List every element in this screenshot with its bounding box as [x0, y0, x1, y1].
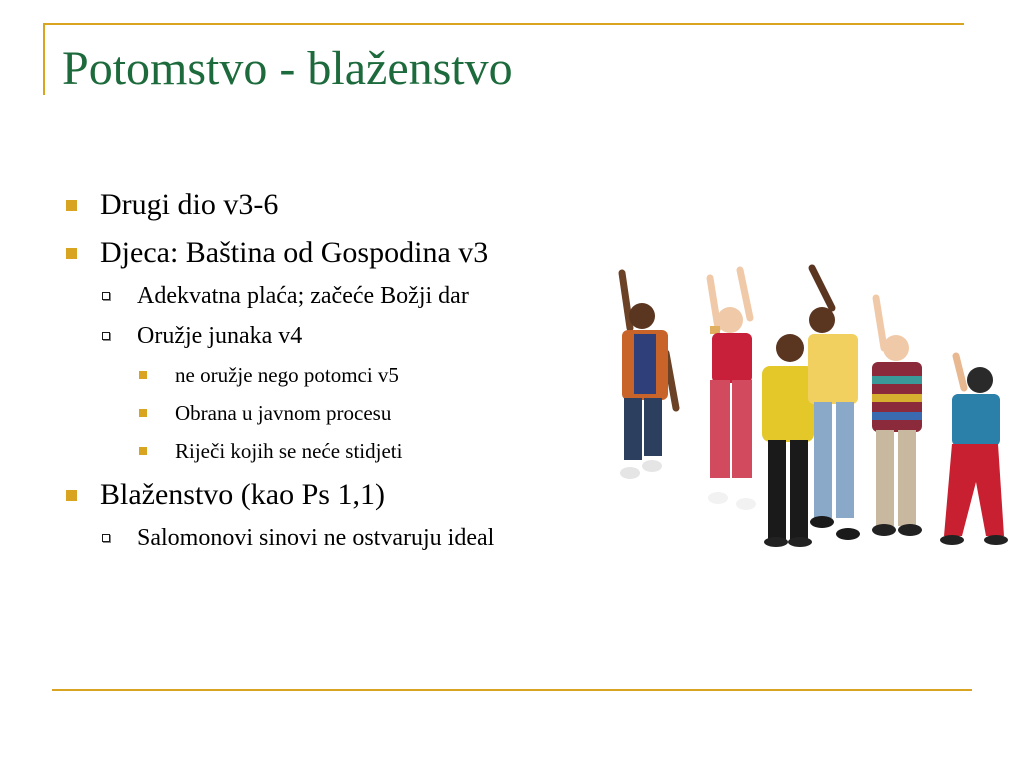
bullet-list [62, 184, 522, 562]
children-jumping-photo [600, 258, 1015, 550]
bullet-text: Obrana u javnom procesu [175, 401, 392, 425]
sub-sub-bullet-item [62, 360, 522, 390]
hollow-square-bullet-icon [102, 292, 110, 300]
bullet-text: ne oružje nego potomci v5 [175, 363, 399, 387]
child-figure [708, 270, 756, 510]
bullet-item [62, 474, 522, 515]
frame-line-top [43, 23, 964, 25]
child-figure [762, 334, 814, 547]
frame-line-left [43, 23, 45, 95]
sub-sub-bullet-item [62, 436, 522, 466]
child-figure [940, 356, 1008, 545]
bullet-text: Salomonovi sinovi ne ostvaruju ideal [137, 525, 495, 551]
square-bullet-icon [66, 248, 77, 259]
bullet-text: Djeca: Baština od Gospodina v3 [100, 236, 489, 269]
bullet-item [62, 184, 522, 225]
child-figure [620, 273, 676, 479]
square-bullet-icon [139, 447, 147, 455]
square-bullet-icon [139, 409, 147, 417]
sub-bullet-item [62, 522, 522, 555]
square-bullet-icon [66, 200, 77, 211]
sub-bullet-item [62, 280, 522, 313]
frame-line-bottom [52, 689, 972, 691]
hollow-square-bullet-icon [102, 534, 110, 542]
bullet-text: Blaženstvo (kao Ps 1,1) [100, 478, 385, 511]
bullet-text: Drugi dio v3-6 [100, 188, 279, 221]
sub-bullet-item [62, 320, 522, 353]
child-figure [872, 298, 922, 536]
square-bullet-icon [139, 371, 147, 379]
slide-title: Potomstvo - blaženstvo [62, 42, 513, 95]
hollow-square-bullet-icon [102, 332, 110, 340]
sub-sub-bullet-item [62, 398, 522, 428]
bullet-text: Adekvatna plaća; začeće Božji dar [137, 283, 469, 309]
bullet-item [62, 232, 522, 273]
bullet-text: Riječi kojih se neće stidjeti [175, 439, 403, 463]
bullet-text: Oružje junaka v4 [137, 323, 303, 349]
child-figure [808, 268, 860, 540]
square-bullet-icon [66, 490, 77, 501]
